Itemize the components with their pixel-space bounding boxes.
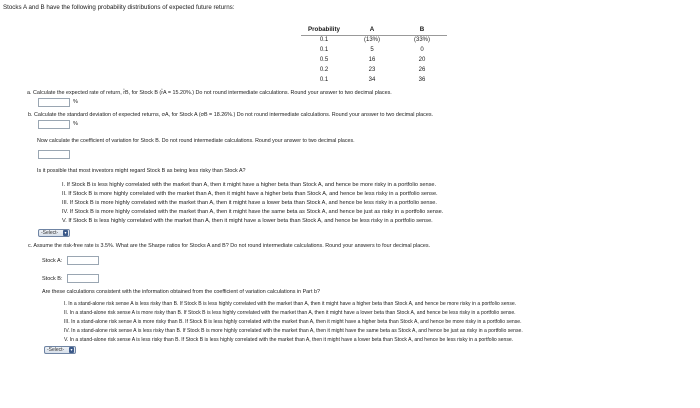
list-item: II. If Stock B is more highly correlated with the market than A, then it might have a higher beta than Stock A, and hence be less risky in a portfolio sense. [62, 191, 438, 197]
table-cell: (13%) [363, 37, 380, 43]
cv-b-input[interactable] [38, 150, 70, 159]
header-a: A [347, 25, 397, 36]
list-item: II. In a stand-alone risk sense A is more risky than B. If Stock B is less highly correlated with the market than A, then it might have a lower beta than Stock A, and hence be less risky in a portfolio sense. [64, 310, 516, 316]
table-cell: 34 [368, 77, 376, 83]
table-row [301, 55, 447, 65]
list-item: V. If Stock B is less highly correlated with the market than A, then it might have a lower beta than Stock A, and hence be less risky in a portfolio sense. [62, 218, 433, 224]
table-row [301, 65, 447, 75]
select-label: -Select- [47, 347, 65, 353]
part-b-question: b. Calculate the standard deviation of expected returns, σA, for Stock A (σB = 18.26%.) Do not round intermediate calculations. Round your answer to two decimal places. [28, 112, 434, 118]
less-risky-select[interactable] [38, 229, 70, 237]
probability-table [301, 25, 447, 85]
list-item: I. In a stand-alone risk sense A is less risky than B. If Stock B is less highly correlated with the market than A, then it might have a higher beta than Stock A, and hence be more risky in a portfolio sense. [64, 301, 517, 307]
intro-text: Stocks A and B have the following probability distributions of expected future returns: [3, 4, 235, 11]
select-label: -Select- [41, 230, 59, 236]
header-b: B [397, 25, 447, 36]
table-cell: 0.5 [319, 57, 329, 63]
consistent-options [64, 300, 523, 345]
list-item: III. In a stand-alone risk sense A is more risky than B. If Stock B is less highly correlated with the market than A, then it might have a higher beta than Stock A, and hence be more risky in a portfolio sense. [64, 319, 522, 325]
list-item: V. In a stand-alone risk sense A is less risky than B. If Stock B is less highly correlated with the market than A, then it might have a lower beta than Stock A, and hence be less risky in a portfolio sense. [64, 337, 514, 343]
table-cell: 0.1 [319, 47, 329, 53]
less-risky-options [62, 181, 443, 226]
table-row [301, 36, 447, 46]
chevron-down-icon: ▾ [64, 230, 67, 235]
cv-question: Now calculate the coefficient of variation for Stock B. Do not round intermediate calculations. Round your answer to two decimal places. [37, 138, 355, 144]
list-item: I. If Stock B is less highly correlated with the market than A, then it might have a higher beta than Stock A, and hence be more risky in a portfolio sense. [62, 182, 437, 188]
std-dev-a-input[interactable] [38, 120, 70, 129]
consistent-select[interactable] [44, 346, 76, 354]
table-cell: 36 [418, 77, 426, 83]
expected-return-b-input[interactable] [38, 98, 70, 107]
consistent-question: Are these calculations consistent with the information obtained from the coefficient of variation calculations in Part b? [42, 289, 320, 295]
part-a-question: a. Calculate the expected rate of return, r̂B, for Stock B (r̂A = 15.20%.) Do not round intermediate calculations. Round your answer to two decimal places. [27, 90, 392, 96]
table-cell: 0.2 [319, 67, 329, 73]
table-cell: (33%) [413, 37, 430, 43]
table-row [301, 75, 447, 85]
sharpe-b-input[interactable] [67, 274, 99, 283]
less-risky-question: Is it possible that most investors might regard Stock B as being less risky than Stock A? [37, 168, 246, 174]
table-cell: 0.1 [319, 37, 329, 43]
list-item: IV. If Stock B is more highly correlated with the market than A, then it might have the same beta as Stock A, and hence be just as risky in a portfolio sense. [62, 209, 444, 215]
part-b-unit: % [73, 121, 78, 127]
table-cell: 16 [368, 57, 376, 63]
list-item: IV. In a stand-alone risk sense A is less risky than B. If Stock B is more highly correlated with the market than A, then it might have the same beta as Stock A, and hence be just as risky in a portfolio sense. [64, 328, 523, 334]
table-cell: 0 [420, 47, 424, 53]
list-item: III. If Stock B is more highly correlated with the market than A, then it might have a lower beta than Stock A, and hence be less risky in a portfolio sense. [62, 200, 437, 206]
table-row [301, 45, 447, 55]
table-cell: 5 [370, 47, 374, 53]
table-cell: 23 [368, 67, 376, 73]
table-cell: 26 [418, 67, 426, 73]
part-c-question: c. Assume the risk-free rate is 3.5%. What are the Sharpe ratios for Stocks A and B? Do not round intermediate calculations. Round your answers to four decimal places. [28, 243, 431, 249]
chevron-down-icon: ▾ [70, 347, 73, 352]
stock-a-label: Stock A: [42, 258, 63, 264]
table-cell: 0.1 [319, 77, 329, 83]
sharpe-a-input[interactable] [67, 256, 99, 265]
table-cell: 20 [418, 57, 426, 63]
part-a-unit: % [73, 99, 78, 105]
header-probability: Probability [301, 25, 347, 36]
stock-b-label: Stock B: [42, 276, 63, 282]
